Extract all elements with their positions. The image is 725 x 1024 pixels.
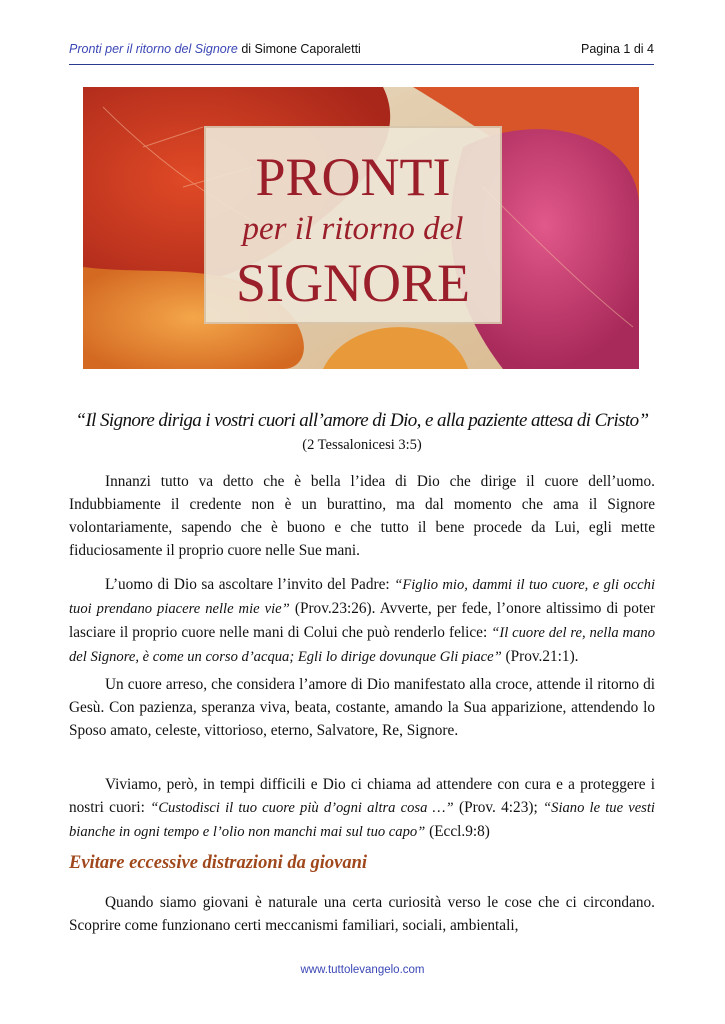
cover-title-line2: per il ritorno del [242,211,464,247]
paragraph-3: Un cuore arreso, che considera l’amore di Dio manifestato alla croce, attende il ritorno di Gesù. Con pazienza, speranza viva, beata, costante, amando la Sua apparizione, attendendo lo Sposo amato, celeste, vittorioso, eterno, Salvatore, Re, Signore. [69,676,655,739]
paragraph-5: Quando siamo giovani è naturale una certa curiosità verso le cose che ci circondano. Scoprire come funzionano certi meccanismi familiari, sociali, ambientali, [69,894,655,934]
paragraph-4 [69,773,655,844]
paragraph-4-text-a: Viviamo, però, in tempi difficili e Dio ci chiama ad attendere con cura e a proteggere i nostri cuori: [69,776,655,816]
paragraph-2-text-c: (Prov.21:1). [501,648,579,665]
footer-link[interactable]: www.tuttolevangelo.com [300,964,425,976]
paragraph-2-text-a: L’uomo di Dio sa ascoltare l’invito del Padre: [105,576,395,593]
paragraph-4-quote-2: “Siano le tue vesti bianche in ogni tempo e l’olio non manchi mai sul tuo capo” [69,800,655,840]
paragraph-4-quote-1: “Custodisci il tuo cuore più d’ogni altra cosa …” [150,800,454,816]
epigraph-reference: (2 Tessalonicesi 3:5) [302,437,422,453]
paragraph-2-quote-1: “Figlio mio, dammi il tuo cuore, e gli occhi tuoi prendano piacere nelle mie vie” [69,577,655,617]
header-title [69,42,361,56]
header-author: di Simone Caporaletti [237,42,361,56]
cover-image [83,87,639,369]
cover-title-line3: SIGNORE [235,253,471,313]
epigraph-quote: “Il Signore diriga i vostri cuori all’amore di Dio, e alla paziente attesa di Cristo” [75,410,649,431]
paragraph-2-quote-2: “Il cuore del re, nella mano del Signore, è come un corso d’acqua; Egli lo dirige dovunque Gli piace” [69,625,655,665]
page-number: Pagina 1 di 4 [581,42,654,56]
section-heading: Evitare eccessive distrazioni da giovani [69,853,368,873]
paragraph-4-text-b: (Prov. 4:23); [453,799,544,816]
paragraph-2 [69,573,655,669]
page-header [69,40,654,65]
header-book-title: Pronti per il ritorno del Signore [69,42,238,56]
paragraph-2-text-b: (Prov.23:26). Avverte, per fede, l’onore altissimo di poter lasciare il proprio cuore nelle mani di Colui che può renderlo felice: [69,600,655,641]
cover-title-line1: PRONTI [255,147,451,207]
paragraph-4-text-c: (Eccl.9:8) [425,823,490,840]
paragraph-1: Innanzi tutto va detto che è bella l’idea di Dio che dirige il cuore dell’uomo. Indubbiamente il credente non è un burattino, ma dal momento che ama il Signore volontariamente, sapendo che è buono e che tutto il bene procede da Lui, egli mette fiduciosamente il proprio cuore nelle Sue mani. [69,473,655,559]
